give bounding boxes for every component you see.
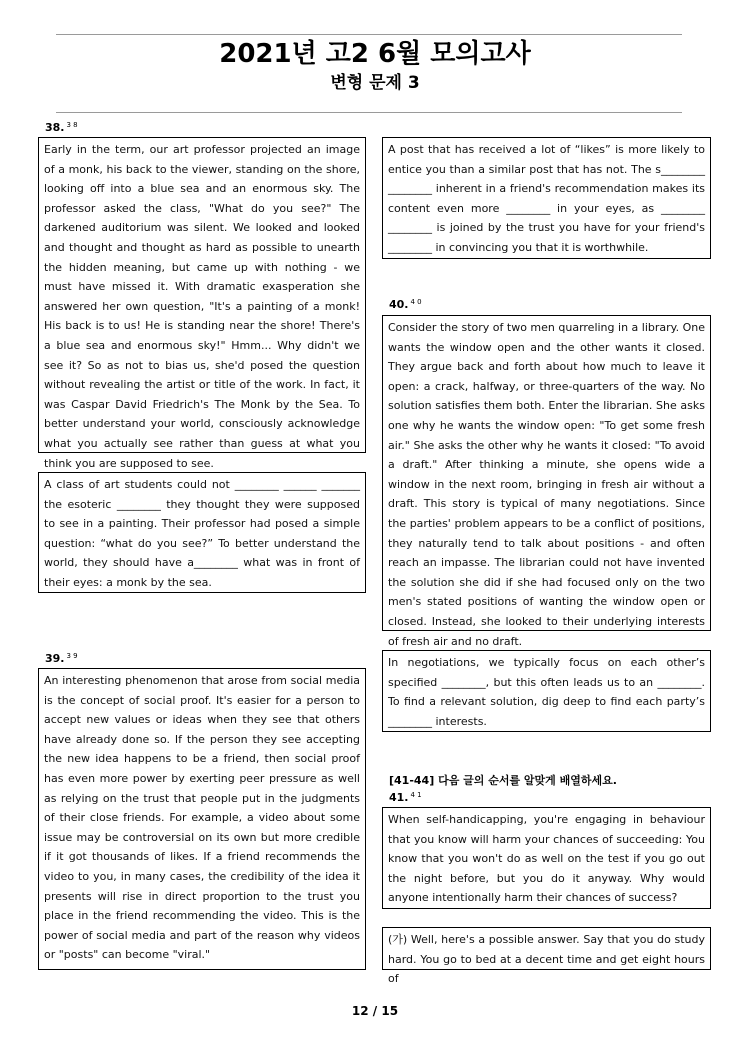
top-rule [56,34,682,35]
page-number: 12 / 15 [351,1004,399,1018]
page-title: 2021년 고2 6월 모의고사 [219,39,531,69]
page-subtitle: 변형 문제 3 [330,73,420,93]
question-40-label: 40. [389,298,409,311]
question-39-sup: 3 9 [66,652,78,660]
question-38-label: 38. [45,121,65,134]
question-41-intro: When self-handicapping, you're engaging in behaviour that you know will harm your chances of succeeding: You know that you won't do as well on the test if you go out the night before, but you do it anyway. Why would anyone intentionally harm their chances of success? [382,807,711,909]
question-38-passage: Early in the term, our art professor projected an image of a monk, his back to the viewer, standing on the shore, looking off into a blue sea and an enormous sky. The professor asked the class, "What do you see?" The darkened auditorium was silent. We looked and looked and thought and thought as hard as possible to unearth the hidden meaning, but came up with nothing - we must have missed it. With dramatic exasperation she answered her own question, "It's a painting of a monk! His back is to us! He is standing near the shore! There's a blue sea and enormous sky!" Hmm... Why didn't we see it? So as not to bias us, she'd posed the question without revealing the artist or title of the work. In fact, it was Caspar David Friedrich's The Monk by the Sea. To better understand your world, consciously acknowledge what you actually see rather than guess at what you think you are supposed to see. [38,137,366,453]
question-41-part-a: (가) Well, here's a possible answer. Say that you do study hard. You go to bed at a decent time and get eight hours of [382,927,711,970]
question-38-summary: A class of art students could not ________ ______ _______ the esoteric ________ they thought they were supposed to see in a painting. Their professor had posed a simple question: “what do you see?” To better understand the world, they should have a________ what was in front of their eyes: a monk by the sea. [38,472,366,593]
question-40-number [389,298,422,311]
question-40-summary: In negotiations, we typically focus on each other’s specified ________, but this often leads us to an ________. To find a relevant solution, dig deep to find each party’s ________ interests. [382,650,711,732]
question-41-label: 41. [389,791,409,804]
question-39-passage: An interesting phenomenon that arose from social media is the concept of social proof. It's easier for a person to accept new values or ideas when they see that others have already done so. If the person they see accepting the new idea happens to be a friend, then social proof has even more power by exerting peer pressure as well as relying on the trust that people put in the judgments of their close friends. For example, a video about some issue may be controversial on its own but more credible if it got thousands of likes. If a friend recommends the video to you, in many cases, the credibility of the idea it presents will rise in direct proportion to the trust you place in the friend recommending the video. This is the power of social media and part of the reason why videos or "posts" can become "viral." [38,668,366,970]
question-39-summary: A post that has received a lot of “likes” is more likely to entice you than a similar post that has not. The s________ ________ inherent in a friend's recommendation makes its content even more ________ in your eyes, as ________ ________ is joined by the trust you have for your friend's ________ in convincing you that it is worthwhile. [382,137,711,259]
section-instruction: [41-44] 다음 글의 순서를 알맞게 배열하세요. [389,774,617,787]
header-bottom-rule [56,112,682,113]
question-38-number [45,121,78,134]
question-38-sup: 3 8 [66,121,78,129]
question-39-number [45,652,78,665]
question-40-sup: 4 0 [410,298,422,306]
question-39-label: 39. [45,652,65,665]
question-41-number [389,791,422,804]
question-40-passage: Consider the story of two men quarreling in a library. One wants the window open and the other wants it closed. They argue back and forth about how much to leave it open: a crack, halfway, or three-quarters of the way. No solution satisfies them both. Enter the librarian. She asks one why he wants the window open: "To get some fresh air." She asks the other why he wants it closed: "To avoid a draft." After thinking a minute, she opens wide a window in the next room, bringing in fresh air without a draft. This story is typical of many negotiations. Since the parties' problem appears to be a conflict of positions, they naturally tend to talk about positions - and often reach an impasse. The librarian could not have invented the solution she did if she had focused only on the two men's stated positions of wanting the window open or closed. Instead, she looked to their underlying interests of fresh air and no draft. [382,315,711,631]
question-41-sup: 4 1 [410,791,422,799]
